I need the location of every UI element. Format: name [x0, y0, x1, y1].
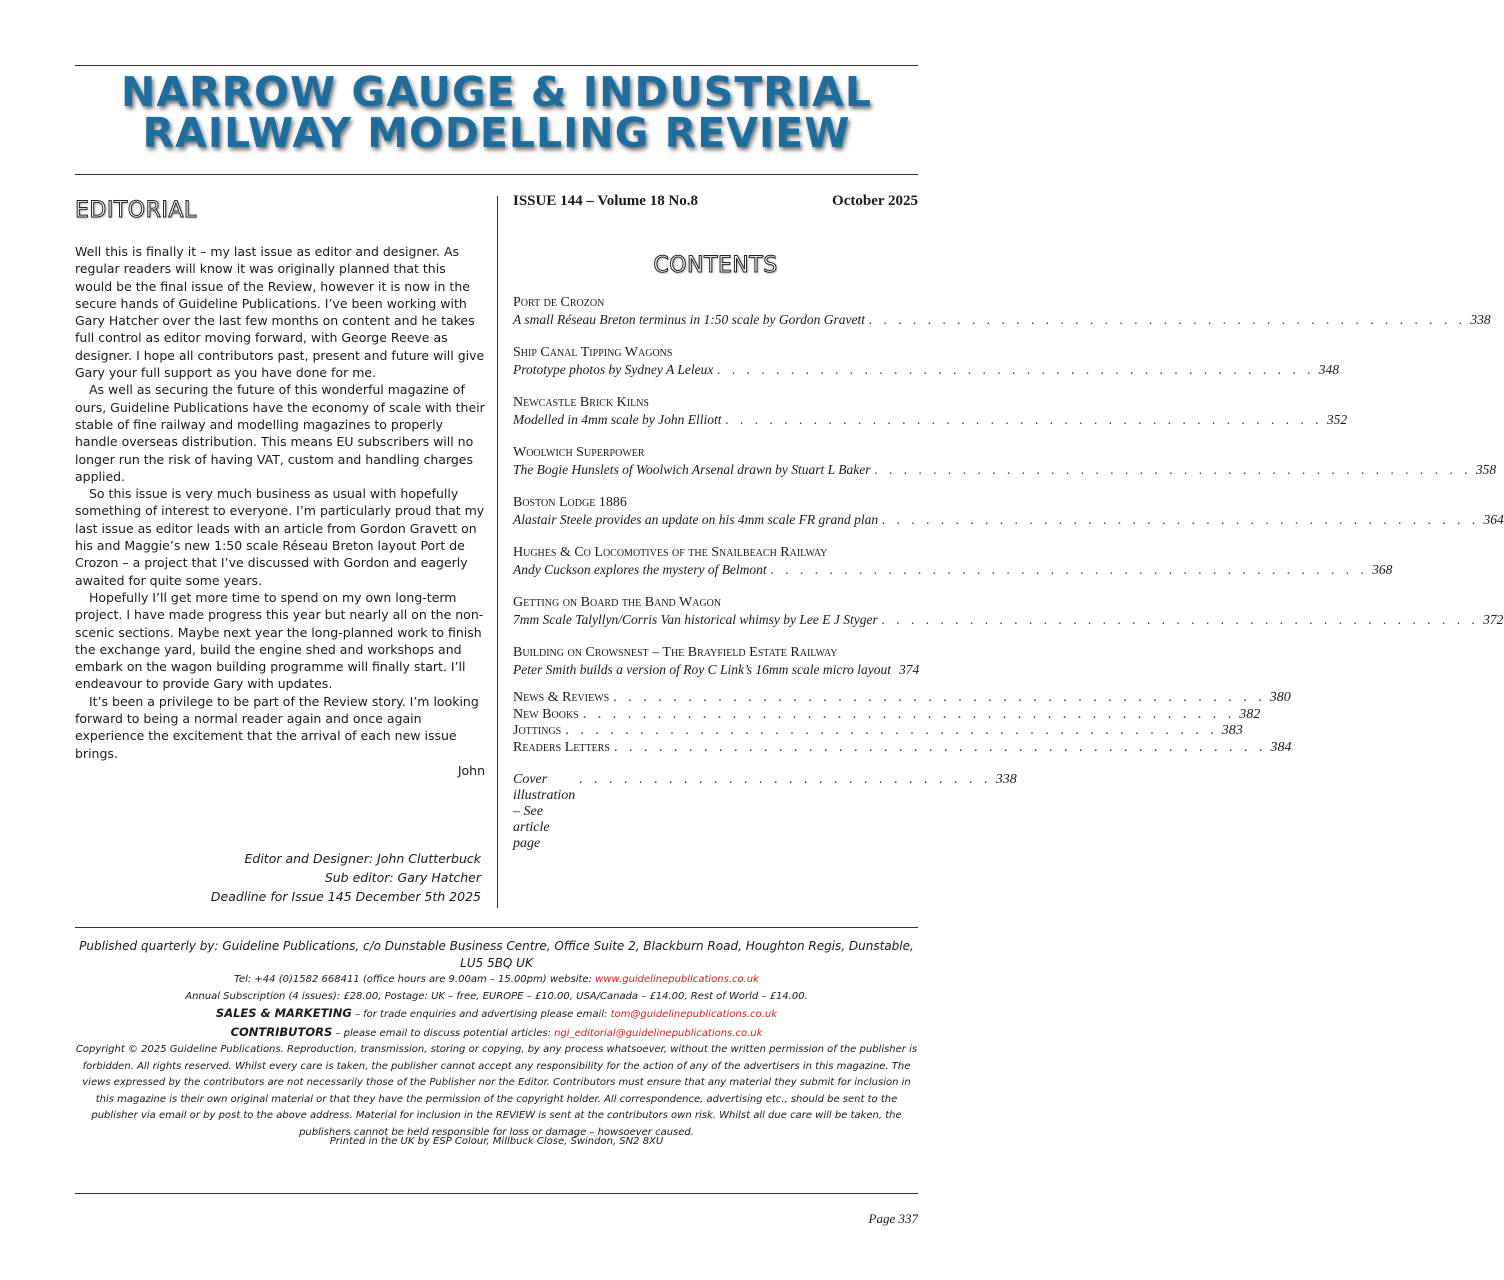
toc-entry-title: Getting on Board the Band Wagon [513, 595, 722, 610]
masthead [75, 68, 918, 157]
toc-entry-title: Newcastle Brick Kilns [513, 395, 649, 410]
regular-entry[interactable] [513, 706, 1261, 724]
contents-list [513, 294, 1504, 694]
contents-title: CONTENTS [653, 253, 778, 278]
toc-entry-title: Ship Canal Tipping Wagons [513, 345, 673, 360]
toc-entry[interactable] [513, 494, 1504, 544]
regular-entry[interactable] [513, 690, 1291, 707]
top-rule [75, 65, 918, 66]
sales-label: SALES & MARKETING [215, 1006, 352, 1020]
contributors-text: – please email to discuss potential articles: [335, 1027, 551, 1039]
contributors-label: CONTRIBUTORS [230, 1024, 333, 1039]
editorial-paragraph: As well as securing the future of this wonderful magazine of ours, Guideline Publications have the economy of scale with their stable of fine railway and modelling magazines to properly handle overseas distribution. This means EU subscribers will no longer run the risk of having VAT, custom and handling charges applied. [75, 382, 485, 484]
toc-entry-subtitle: Alastair Steele provides an update on his 4mm scale FR grand plan [513, 512, 879, 527]
credit-deadline: Deadline for Issue 145 December 5th 2025 [210, 889, 481, 904]
sales-email-link[interactable]: tom@guidelinepublications.co.uk [610, 1009, 778, 1020]
column-divider [497, 196, 498, 908]
regular-entry-page: 380 [1269, 690, 1291, 705]
issue-line [513, 193, 918, 210]
regulars-list [513, 690, 1292, 756]
regular-entry-title: Jottings [513, 723, 562, 738]
masthead-line-2: RAILWAY MODELLING REVIEW [142, 109, 851, 157]
regular-entry-title: News & Reviews [513, 690, 610, 705]
toc-entry-page: 372 [1483, 612, 1504, 627]
toc-entry[interactable] [513, 544, 1393, 594]
toc-entry-page: 374 [898, 662, 920, 677]
publisher-info [75, 938, 918, 1141]
editorial-credits [75, 849, 481, 906]
leader-dots: . . . . . . . . . . . . . . . . . . . . . . . . . . . . . . . . . . . . . . . . . [717, 362, 1315, 377]
toc-entry[interactable] [513, 644, 918, 694]
toc-entry-page: 364 [1483, 512, 1504, 527]
footer-top-rule [75, 927, 918, 928]
printed-by: Printed in the UK by ESP Colour, Millbuck Close, Swindon, SN2 8XU [329, 1136, 664, 1147]
toc-entry-subtitle: The Bogie Hunslets of Woolwich Arsenal drawn by Stuart L Baker [513, 462, 871, 477]
editorial-paragraph: Well this is finally it – my last issue as editor and designer. As regular readers will know it was originally planned that this would be the final issue of the Review, however it is now in the secure hands of Guideline Publications. I’ve been working with Gary Hatcher over the last few months on content and he takes full control as editor moving forward, with George Reeve as designer. I hope all contributors past, present and future will give Gary your full support as you have done for me. [75, 244, 485, 381]
leader-dots: . . . . . . . . . . . . . . . . . . . . . . . . . . . . . . . . . . . . . . . . . [868, 312, 1467, 327]
leader-dots: . . . . . . . . . . . . . . . . . . . . . . . . . . . . [579, 772, 992, 787]
regular-entry-page: 383 [1221, 723, 1243, 738]
leader-dots: . . . . . . . . . . . . . . . . . . . . . . . . . . . . . . . . . . . . . . . . . . . . [565, 723, 1218, 738]
telephone-line [75, 972, 918, 989]
toc-entry-subtitle: A small Réseau Breton terminus in 1:50 scale by Gordon Gravett [513, 312, 865, 327]
toc-entry-subtitle: Prototype photos by Sydney A Leleux [513, 362, 714, 377]
copyright-notice: Copyright © 2025 Guideline Publications. Reproduction, transmission, storing or copying, by any process whatsoever, without the written permission of the publisher is forbidden. All rights reserved. Whilst every care is taken, the publisher cannot accept any responsibility for the action of any of the advertisers in this magazine. The views expressed by the contributors are not necessarily those of the Publisher nor the Editor. Contributors must ensure that any material they submit for inclusion in this magazine is their own original material or that they have the permission of the copyright holder. All correspondence, advertising etc., should be sent to the publisher via email or by post to the above address. Material for inclusion in the REVIEW is sent at the contributors own risk. Whilst all due care will be taken, the publishers cannot be held responsible for loss or damage – howsoever caused. [75, 1044, 918, 1138]
toc-entry-title: Woolwich Superpower [513, 445, 645, 460]
toc-entry[interactable] [513, 444, 1497, 494]
leader-dots: . . . . . . . . . . . . . . . . . . . . . . . . . . . . . . . . . . . . . . . . . [770, 562, 1369, 577]
leader-dots: . . . . . . . . . . . . . . . . . . . . . . . . . . . . . . . . . . . . . . . . . . . . [613, 690, 1266, 705]
toc-entry-subtitle: 7mm Scale Talyllyn/Corris Van historical whimsy by Lee E J Styger [513, 612, 878, 627]
leader-dots: . . . . . . . . . . . . . . . . . . . . . . . . . . . . . . . . . . . . . . . . . . . . [613, 739, 1267, 755]
toc-entry-subtitle: Peter Smith builds a version of Roy C Link’s 16mm scale micro layout [513, 662, 891, 677]
masthead-line-1: NARROW GAUGE & INDUSTRIAL [121, 68, 872, 116]
toc-entry-title: Boston Lodge 1886 [513, 495, 627, 510]
cover-illustration-label: Cover illustration – See article page [513, 772, 576, 851]
toc-entry-page: 348 [1318, 362, 1339, 377]
issue-label: ISSUE 144 – Volume 18 No.8 [513, 193, 699, 209]
editorial-signature: John [457, 762, 485, 778]
published-by: Published quarterly by: Guideline Publications, c/o Dunstable Business Centre, Office Suite 2, Blackburn Road, Houghton Regis, Dunstable, LU5 5BQ UK [79, 939, 914, 970]
regular-entry-title: New Books [513, 706, 579, 722]
toc-entry-title: Port de Crozon [513, 295, 605, 310]
leader-dots: . . . . . . . . . . . . . . . . . . . . . . . . . . . . . . . . . . . . . . . . . . . . [582, 706, 1236, 722]
contributors-email-link[interactable]: ngi_editorial@guidelinepublications.co.uk [554, 1027, 763, 1039]
regular-entry-title: Readers Letters [513, 739, 610, 755]
website-link[interactable]: www.guidelinepublications.co.uk [595, 974, 759, 985]
issue-date: October 2025 [832, 193, 918, 209]
toc-entry-subtitle: Modelled in 4mm scale by John Elliott [513, 412, 722, 427]
regular-entry[interactable] [513, 723, 1243, 740]
toc-entry-title: Building on Crowsnest – The Brayfield Estate Railway [513, 645, 838, 660]
masthead-rule [75, 174, 918, 175]
cover-illustration-page: 338 [995, 772, 1017, 787]
toc-entry-page: 338 [1470, 312, 1491, 327]
credit-sub-editor: Sub editor: Gary Hatcher [324, 870, 481, 885]
regular-entry[interactable] [513, 739, 1292, 757]
sales-line [75, 1005, 918, 1024]
leader-dots: . . . . . . . . . . . . . . . . . . . . . . . . . . . . . . . . . . . . . . . . . [882, 512, 1480, 527]
page-number: Page 337 [868, 1211, 918, 1226]
cover-illustration-entry[interactable] [513, 772, 1017, 852]
leader-dots: . . . . . . . . . . . . . . . . . . . . . . . . . . . . . . . . . . . . . . . . . [881, 612, 1480, 627]
toc-entry[interactable] [513, 394, 1348, 444]
toc-entry-subtitle: Andy Cuckson explores the mystery of Belmont [513, 562, 767, 577]
toc-entry-page: 368 [1372, 562, 1393, 577]
toc-entry-title: Hughes & Co Locomotives of the Snailbeach Railway [513, 545, 828, 560]
footer-bottom-rule [75, 1193, 918, 1194]
subscription-line: Annual Subscription (4 issues): £28.00, Postage: UK – free, EUROPE – £10.00, USA/Canada – £14.00, Rest of World – £14.00. [185, 990, 808, 1002]
editorial-title: EDITORIAL [75, 198, 197, 223]
editorial-body [75, 243, 485, 779]
leader-dots: . . . . . . . . . . . . . . . . . . . . . . . . . . . . . . . . . . . . . . . . . [725, 412, 1323, 427]
toc-entry[interactable] [513, 294, 1491, 344]
editorial-paragraph: Hopefully I’ll get more time to spend on my own long-term project. I have made progress this year but nearly all on the non-scenic sections. Maybe next year the long-planned work to finish the exchange yard, build the engine shed and workshops and embark on the wagon building programme will finally start. I’ll endeavour to provide Gary with updates. [75, 589, 484, 692]
credit-editor: Editor and Designer: John Clutterbuck [244, 851, 481, 866]
leader-dots: . . . . . . . . . . . . . . . . . . . . . . . . . . . . . . . . . . . . . . . . . [874, 462, 1472, 477]
editorial-paragraph: So this issue is very much business as usual with hopefully something of interest to everyone. I’m particularly proud that my last issue as editor leads with an article from Gordon Gravett on his and Maggie’s new 1:50 scale Réseau Breton layout Port de Crozon – a project that I’ve discussed with Gordon and eagerly awaited for quite some years. [75, 486, 485, 588]
contributors-line [75, 1024, 918, 1043]
telephone-text: Tel: +44 (0)1582 668411 (office hours are 9.00am – 15.00pm) website: [234, 974, 592, 985]
sales-text: – for trade enquiries and advertising please email: [354, 1009, 608, 1020]
toc-entry-page: 352 [1326, 412, 1348, 427]
regular-entry-page: 384 [1270, 739, 1292, 755]
toc-entry[interactable] [513, 594, 1504, 644]
toc-entry[interactable] [513, 344, 1339, 394]
regular-entry-page: 382 [1239, 706, 1261, 722]
toc-entry-page: 358 [1475, 462, 1497, 477]
editorial-paragraph: It’s been a privilege to be part of the Review story. I’m looking forward to being a normal reader again and once again experience the excitement that the arrival of each new issue brings. [75, 693, 479, 761]
